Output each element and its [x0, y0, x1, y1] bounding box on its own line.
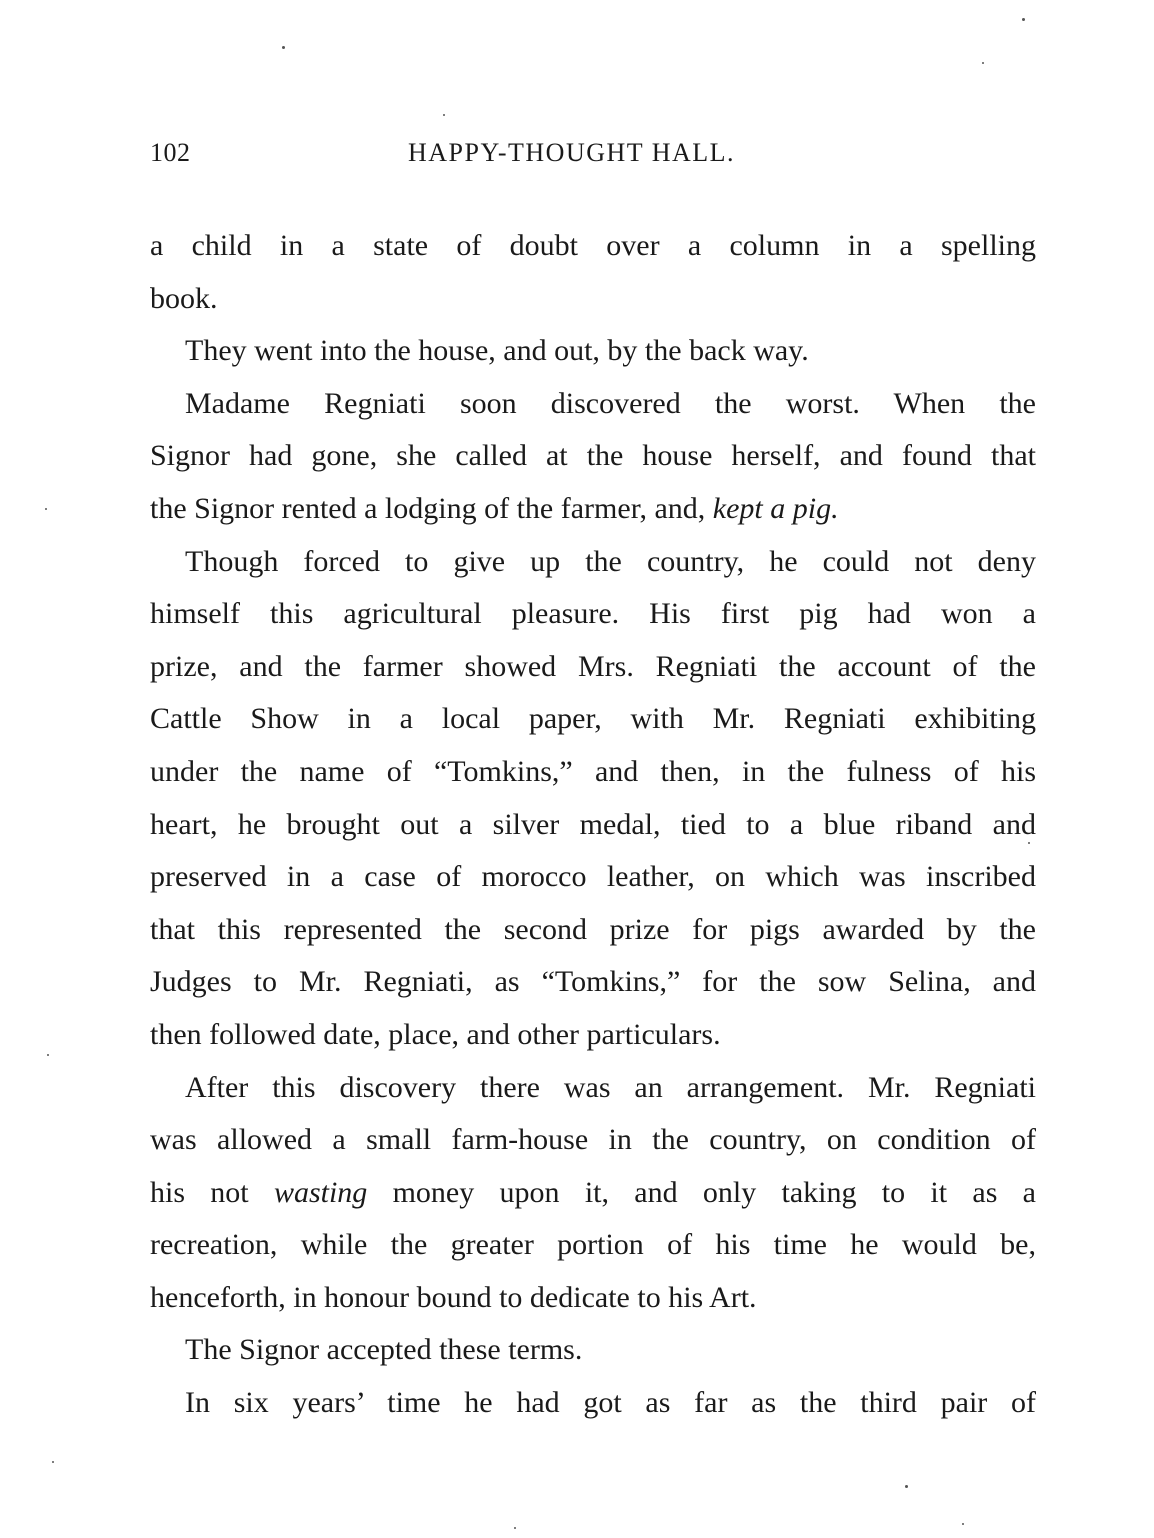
scan-speck	[282, 46, 285, 49]
text-line: Madame Regniati soon discovered the worst. When the	[185, 386, 1036, 420]
text-line: book.	[150, 281, 218, 315]
text-line: then followed date, place, and other particulars.	[150, 1017, 721, 1051]
text-line: preserved in a case of morocco leather, on which was inscribed	[150, 860, 1036, 894]
body-text	[150, 220, 1036, 1430]
text-line: prize, and the farmer showed Mrs. Regniati the account of the	[150, 649, 1036, 683]
scan-speck	[52, 1461, 54, 1463]
text-line	[150, 1167, 1036, 1220]
text-line: Cattle Show in a local paper, with Mr. Regniati exhibiting	[150, 702, 1036, 736]
text-line: After this discovery there was an arrangement. Mr. Regniati	[185, 1070, 1036, 1104]
scan-speck	[443, 114, 445, 116]
text-segment: money upon it, and only taking to it as a	[367, 1175, 1036, 1209]
text-line: recreation, while the greater portion of his time he would be,	[150, 1228, 1036, 1262]
text-line: Signor had gone, she called at the house herself, and found that	[150, 439, 1036, 473]
scan-speck	[1028, 842, 1030, 844]
text-line: under the name of “Tomkins,” and then, in the fulness of his	[150, 754, 1036, 788]
page-header	[150, 138, 1036, 174]
text-line: heart, he brought out a silver medal, tied to a blue riband and	[150, 807, 1036, 841]
text-line: The Signor accepted these terms.	[185, 1333, 583, 1367]
text-line: Judges to Mr. Regniati, as “Tomkins,” for the sow Selina, and	[150, 965, 1036, 999]
text-line: himself this agricultural pleasure. His first pig had won a	[150, 597, 1036, 631]
text-line: was allowed a small farm-house in the country, on condition of	[150, 1123, 1036, 1157]
scan-speck	[45, 508, 47, 510]
scan-speck	[1022, 18, 1025, 21]
scan-speck	[47, 1054, 49, 1056]
scan-speck	[514, 1527, 516, 1529]
text-segment: the Signor rented a lodging of the farmer, and,	[150, 491, 713, 525]
scan-speck	[982, 62, 984, 64]
text-line	[150, 483, 1036, 536]
page-number: 102	[150, 138, 191, 167]
scan-speck	[905, 1485, 908, 1488]
text-line: Though forced to give up the country, he could not deny	[185, 544, 1036, 578]
text-line: that this represented the second prize for pigs awarded by the	[150, 912, 1036, 946]
running-title: HAPPY-THOUGHT HALL.	[408, 138, 736, 167]
text-line: henceforth, in honour bound to dedicate to his Art.	[150, 1280, 757, 1314]
italic-phrase: kept a pig.	[712, 491, 839, 525]
text-line: a child in a state of doubt over a column in a spelling	[150, 229, 1036, 262]
italic-word: wasting	[273, 1175, 368, 1209]
text-segment: his not	[150, 1175, 274, 1209]
text-line: In six years’ time he had got as far as the third pair of	[185, 1386, 1036, 1420]
text-line: They went into the house, and out, by the back way.	[185, 334, 809, 368]
scan-speck	[962, 1523, 964, 1525]
